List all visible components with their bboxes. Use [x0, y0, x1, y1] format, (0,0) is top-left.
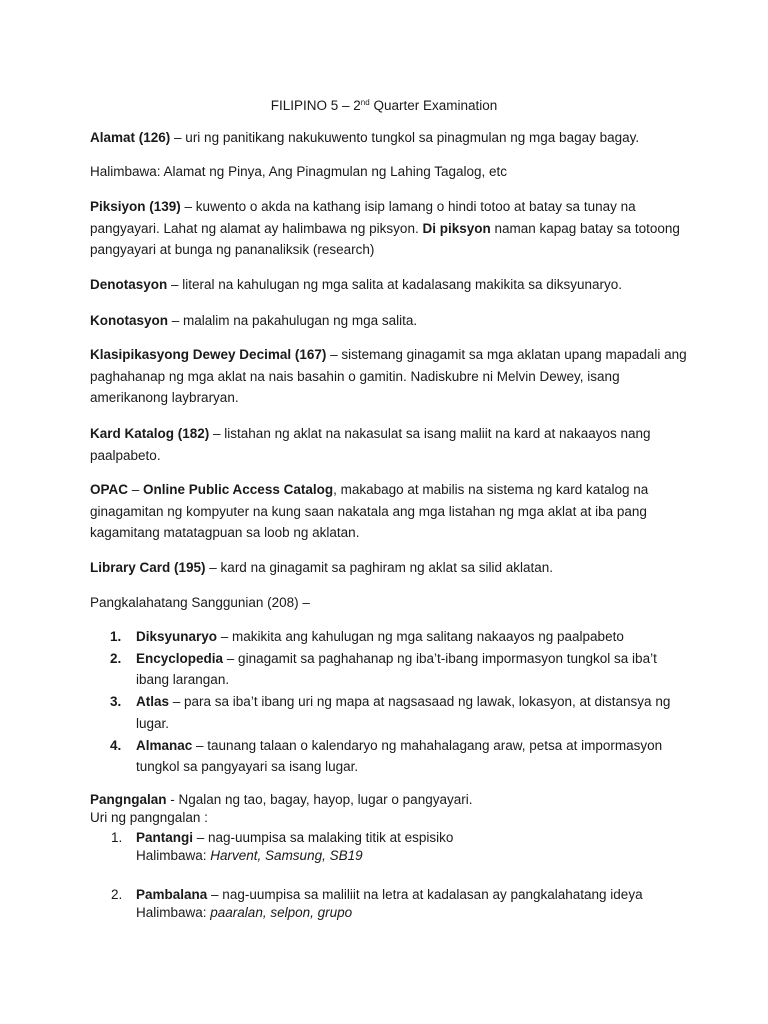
definition-text: – — [128, 482, 144, 497]
list-number: 2. — [111, 887, 123, 902]
definition-text: – para sa iba’t ibang uri ng mapa at nagsasaad ng lawak, lokasyon, at distansya ng lugar. — [136, 694, 671, 731]
term: Pantangi — [136, 830, 194, 845]
term: Online Public Access Catalog — [143, 482, 334, 497]
term: Library Card (195) — [90, 560, 206, 575]
alamat-definition — [90, 127, 690, 149]
pambalana-item — [111, 886, 696, 922]
term: OPAC — [90, 482, 129, 497]
piksiyon-definition — [90, 196, 690, 261]
definition-text: – taunang talaan o kalendaryo ng mahahalagang araw, petsa at impormasyon tungkol sa pangyayari sa isang lugar. — [136, 737, 663, 775]
definition-text: , makabago at mabilis na sistema ng kard katalog na ginagamitan ng kompyuter na kung saan nakatala ang mga listahan ng mga aklat at iba pang kagamitang matatagpuan sa loob ng aklatan. — [90, 482, 649, 541]
library-card-definition — [90, 557, 690, 579]
definition-text: naman kapag batay sa totoong pangyayari at bunga ng pananaliksik (research) — [90, 220, 680, 258]
opac-definition — [90, 479, 690, 544]
example-label: Halimbawa: — [136, 905, 211, 920]
list-item — [110, 735, 680, 778]
list-item — [110, 691, 680, 734]
definition-text: – makikita ang kahulugan ng mga salitang nakaayos ng paalpabeto — [217, 629, 624, 644]
definition-text: – ginagamit sa paghahanap ng iba’t-ibang impormasyon tungkol sa iba’t ibang larangan. — [136, 650, 657, 688]
example-label: Halimbawa: — [136, 848, 211, 863]
title-text-end: Quarter Examination — [369, 98, 498, 113]
term: Pambalana — [136, 887, 208, 902]
pantangi-example — [136, 847, 696, 865]
term: Di piksyon — [422, 220, 491, 236]
kard-katalog-definition — [90, 423, 690, 466]
list-number: 1. — [110, 629, 122, 644]
pambalana-example — [136, 904, 696, 922]
term: Almanac — [136, 737, 193, 753]
denotasyon-definition — [90, 274, 690, 296]
page-title — [0, 94, 768, 115]
sanggunian-list — [110, 626, 680, 778]
dewey-definition — [90, 344, 690, 409]
definition-text: – nag-uumpisa sa malaking titik at espisiko — [193, 830, 454, 845]
term: Alamat (126) — [90, 130, 171, 145]
list-item — [110, 626, 680, 648]
list-number: 1. — [111, 830, 123, 845]
definition-text: – literal na kahulugan ng mga salita at kadalasang makikita sa diksyunaryo. — [167, 277, 623, 292]
term: Kard Katalog (182) — [90, 426, 210, 441]
term: Atlas — [136, 694, 170, 710]
sanggunian-heading: Pangkalahatang Sanggunian (208) – — [90, 595, 310, 610]
definition-text: – kuwento o akda na kathang isip lamang o hindi totoo at batay sa tunay na pangyayari. Lahat ng alamat ay halimbawa ng piksyon. — [90, 199, 636, 236]
term: Konotasyon — [90, 313, 169, 328]
term: Denotasyon — [90, 277, 168, 292]
title-superscript: nd — [360, 98, 370, 107]
title-text: FILIPINO 5 – 2 — [270, 98, 361, 113]
pambalana-line — [136, 886, 696, 904]
term: Encyclopedia — [136, 650, 224, 666]
list-number: 4. — [110, 737, 122, 753]
definition-text: - Ngalan ng tao, bagay, hayop, lugar o pangyayari. — [166, 792, 473, 807]
definition-text: – uri ng panitikang nakukuwento tungkol sa pinagmulan ng mga bagay bagay. — [170, 130, 640, 145]
list-item — [110, 648, 680, 691]
definition-text: – nag-uumpisa sa maliliit na letra at kadalasan ay pangkalahatang ideya — [207, 887, 643, 902]
term: Klasipikasyong Dewey Decimal (167) — [90, 347, 327, 362]
definition-text: – listahan ng aklat na nakasulat sa isang maliit na kard at nakaayos nang paalpabeto. — [90, 426, 651, 463]
list-number: 3. — [110, 694, 122, 710]
pangngalan-definition — [90, 791, 690, 809]
pantangi-line — [136, 829, 696, 847]
list-number: 2. — [110, 650, 122, 666]
uri-heading: Uri ng pangngalan : — [90, 810, 208, 825]
definition-text: – malalim na pakahulugan ng mga salita. — [168, 313, 418, 328]
term: Piksiyon (139) — [90, 199, 181, 214]
example-text: Harvent, Samsung, SB19 — [210, 848, 363, 863]
konotasyon-definition — [90, 310, 690, 332]
definition-text: – sistemang ginagamit sa mga aklatan upang mapadali ang paghahanap ng mga aklat na nais basahin o gamitin. Nadiskubre ni Melvin Dewey, isang amerikanong laybraryan. — [90, 347, 687, 406]
example-text: paaralan, selpon, grupo — [210, 905, 353, 920]
term: Pangngalan — [90, 792, 167, 807]
alamat-examples: Halimbawa: Alamat ng Pinya, Ang Pinagmulan ng Lahing Tagalog, etc — [90, 164, 508, 179]
definition-text: – kard na ginagamit sa paghiram ng aklat sa silid aklatan. — [205, 560, 553, 575]
pantangi-item — [111, 829, 696, 865]
term: Diksyunaryo — [136, 629, 218, 644]
